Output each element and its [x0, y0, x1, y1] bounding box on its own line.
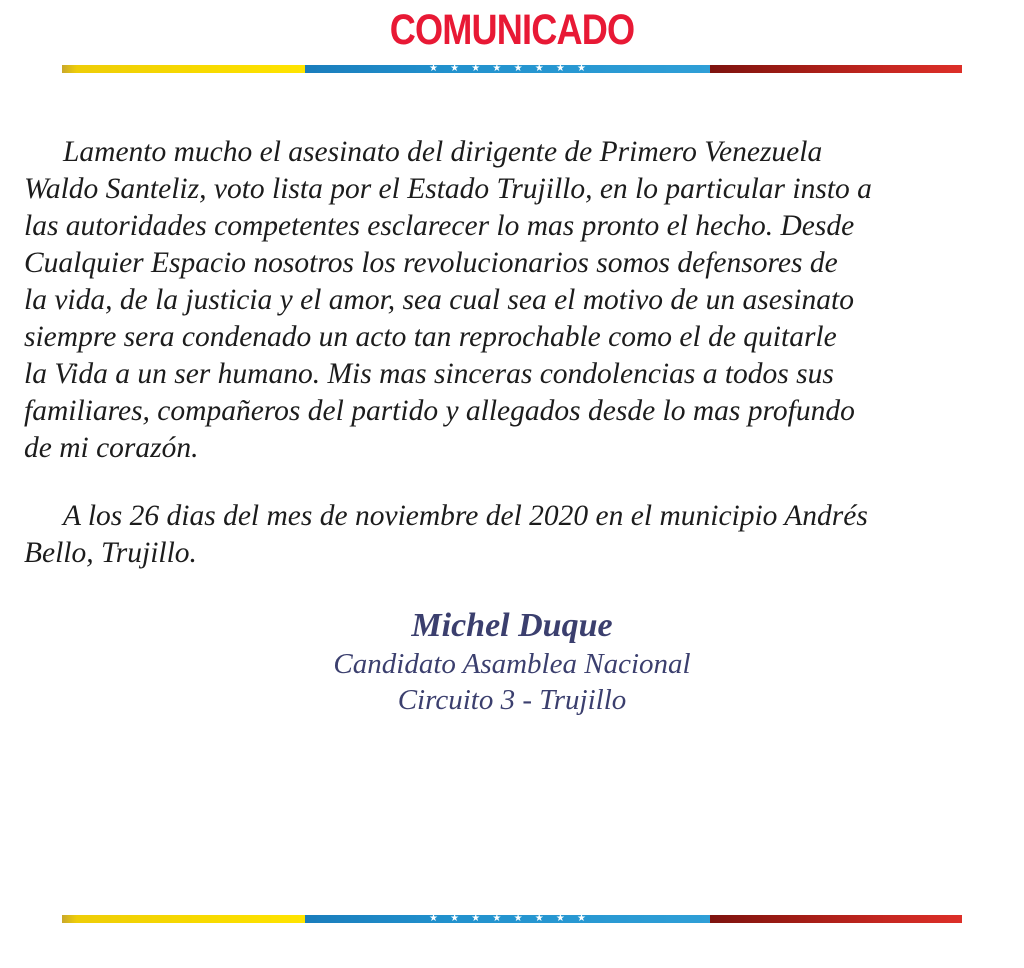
body-line: las autoridades competentes esclarecer lo mas pronto el hecho. Desde	[24, 210, 855, 242]
body-line: Lamento mucho el asesinato del dirigente de Primero Venezuela	[63, 136, 823, 168]
signature-role: Candidato Asamblea Nacional	[333, 648, 691, 680]
flag-blue-band	[305, 65, 710, 73]
flag-stars-icon: ★ ★ ★ ★ ★ ★ ★ ★	[429, 63, 586, 74]
signature-district: Circuito 3 - Trujillo	[397, 684, 627, 716]
flag-blue-band	[305, 915, 710, 923]
flag-stars-icon: ★ ★ ★ ★ ★ ★ ★ ★	[429, 913, 586, 924]
page-title: COMUNICADO	[389, 6, 635, 54]
body-line: familiares, compañeros del partido y allegados desde lo mas profundo	[24, 395, 855, 427]
flag-red-band	[710, 915, 962, 923]
body-line: siempre sera condenado un acto tan reprochable como el de quitarle	[24, 321, 837, 353]
body-line: la Vida a un ser humano. Mis mas sinceras condolencias a todos sus	[24, 358, 834, 390]
flag-divider-top	[62, 65, 962, 73]
body-line: Cualquier Espacio nosotros los revolucionarios somos defensores de	[24, 247, 838, 279]
flag-yellow-band	[62, 65, 305, 73]
body-line: Bello, Trujillo.	[24, 537, 197, 569]
body-line: la vida, de la justicia y el amor, sea cual sea el motivo de un asesinato	[24, 284, 854, 316]
body-line: de mi corazón.	[24, 432, 199, 464]
paragraph-dateline	[24, 498, 1014, 572]
flag-yellow-band	[62, 915, 305, 923]
body-line: Waldo Santeliz, voto lista por el Estado Trujillo, en lo particular insto a	[24, 173, 872, 205]
communique-body	[24, 134, 1014, 572]
flag-divider-bottom	[62, 915, 962, 923]
signature-block	[0, 606, 1024, 718]
body-line: A los 26 dias del mes de noviembre del 2020 en el municipio Andrés	[63, 500, 868, 532]
flag-red-band	[710, 65, 962, 73]
signature-name: Michel Duque	[411, 607, 613, 644]
paragraph-condolence	[24, 134, 1014, 467]
